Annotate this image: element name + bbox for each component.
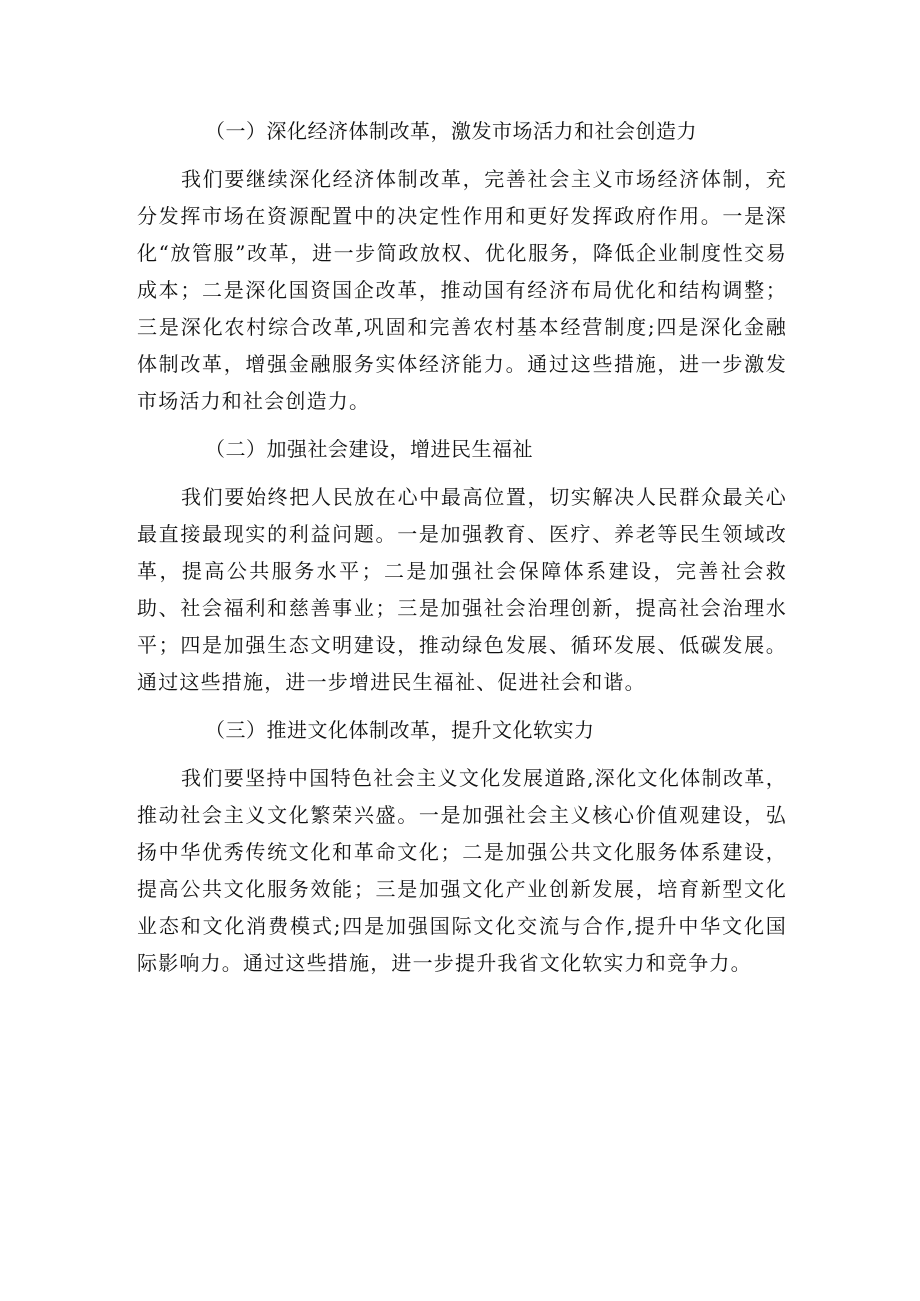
- section-paragraph-2: 我们要始终把人民放在心中最高位置，切实解决人民群众最关心最直接最现实的利益问题。一是加强教育、医疗、养老等民生领域改革，提高公共服务水平；二是加强社会保障体系建设，完善社会救助、社会福利和慈善事业；三是加强社会治理创新，提高社会治理水平；四是加强生态文明建设，推动绿色发展、循环发展、低碳发展。通过这些措施，进一步增进民生福祉、促进社会和谐。: [137, 485, 787, 694]
- section-heading-1: （一）深化经济体制改革，激发市场活力和社会创造力: [205, 119, 697, 143]
- document-body: [137, 113, 787, 982]
- section-heading-3: （三）推进文化体制改革，提升文化软实力: [205, 718, 595, 742]
- section-paragraph-3: 我们要坚持中国特色社会主义文化发展道路,深化文化体制改革，推动社会主义文化繁荣兴盛。一是加强社会主义核心价值观建设，弘扬中华优秀传统文化和革命文化；二是加强公共文化服务体系建设，提高公共文化服务效能；三是加强文化产业创新发展，培育新型文化业态和文化消费模式;四是加强国际文化交流与合作,提升中华文化国际影响力。通过这些措施，进一步提升我省文化软实力和竞争力。: [137, 766, 787, 975]
- section-paragraph-1: 我们要继续深化经济体制改革，完善社会主义市场经济体制，充分发挥市场在资源配置中的决定性作用和更好发挥政府作用。一是深化“放管服”改革，进一步简政放权、优化服务，降低企业制度性交易成本；二是深化国资国企改革，推动国有经济布局优化和结构调整；三是深化农村综合改革,巩固和完善农村基本经营制度;四是深化金融体制改革，增强金融服务实体经济能力。通过这些措施，进一步激发市场活力和社会创造力。: [137, 167, 787, 413]
- section-heading-2: （二）加强社会建设，增进民生福祉: [205, 437, 533, 461]
